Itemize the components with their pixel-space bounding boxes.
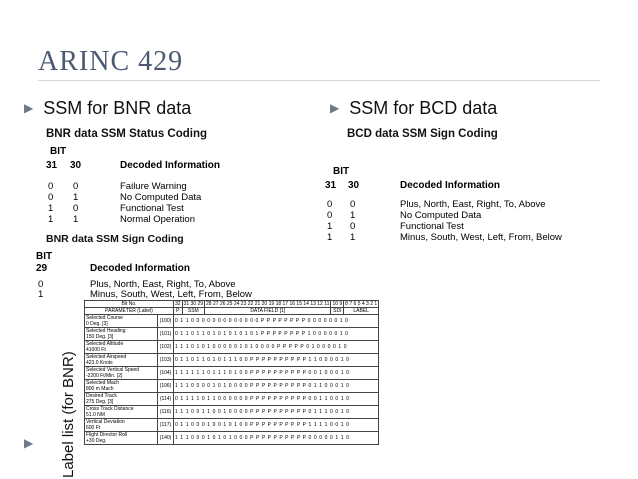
bnr-status-row-1-info: No Computed Data	[120, 192, 202, 203]
bcd-sign-row-3-info: Minus, South, West, Left, From, Below	[400, 232, 562, 243]
bnr-status-row-1-b30: 1	[73, 192, 79, 203]
bullet-arrow-icon: ▶	[24, 436, 34, 450]
param-cell	[85, 367, 158, 380]
bit-number: 25	[226, 301, 233, 307]
param-value: 600 Ft	[86, 425, 101, 431]
table-row	[85, 432, 379, 445]
bullet-arrow-icon: ▶	[330, 101, 340, 115]
param-name: Vertical Deviation	[86, 419, 125, 425]
bit-pattern: 0 1 1 1 1 0 1 1 0 0 0 0 0 0 P P P P P P P P P P 0 0 1 1 0 0 1 0	[174, 393, 379, 406]
bnr-status-heading: BNR data SSM Status Coding	[46, 128, 208, 140]
bnr-sign-row-1-info: Minus, South, West, Left, From, Below	[90, 289, 252, 300]
table-row	[85, 354, 379, 367]
bit-number: 30	[190, 301, 197, 307]
bcd-sign-row-0-info: Plus, North, East, Right, To, Above	[400, 199, 546, 210]
bit-number: 8	[345, 301, 348, 307]
bcd-sign-col-31: 31	[325, 180, 337, 191]
bnr-status-row-2-info: Functional Test	[120, 203, 184, 214]
bit-pattern: 0 1 1 0 0 0 0 0 0 0 0 0 0 0 0 0 P P P P P P P P 0 0 0 0 0 0 1 0	[174, 315, 379, 328]
bit-number-ssm	[182, 301, 204, 308]
bnr-status-row-0-info: Failure Warning	[120, 181, 187, 192]
bullet-bnr	[24, 98, 191, 119]
label-code: (116)	[158, 406, 174, 419]
bit-number: 26	[219, 301, 226, 307]
bnr-sign-heading: BNR data SSM Sign Coding	[46, 233, 184, 245]
bit-number: 29	[197, 301, 204, 307]
bcd-sign-info-header: Decoded Information	[400, 180, 501, 191]
bit-number: 4	[361, 301, 365, 307]
table-bitno-header: Bit No.	[85, 301, 174, 308]
label-code: (106)	[158, 380, 174, 393]
param-name: Selected Airspeed	[86, 354, 127, 360]
bit-number: 32	[175, 301, 181, 307]
label-list-table	[84, 300, 379, 445]
param-cell	[85, 354, 158, 367]
bit-number: 6	[353, 301, 357, 307]
bcd-sign-row-3-b30: 1	[350, 232, 356, 243]
bit-pattern: 0 1 1 0 0 0 1 0 0 1 0 1 0 0 P P P P P P P P P P 1 1 1 1 0 0 1 0	[174, 419, 379, 432]
param-header: PARAMETER (Label)	[85, 308, 174, 315]
bnr-status-row-2-b30: 0	[73, 203, 79, 214]
bnr-status-row-3-b31: 1	[48, 214, 54, 225]
bit-number: 3	[366, 301, 369, 307]
table-row	[85, 406, 379, 419]
table-row	[85, 367, 379, 380]
bit-number: 12	[317, 301, 323, 307]
param-value: 275 Deg. [3]	[86, 399, 114, 405]
bit-pattern: 1 1 1 1 1 1 0 1 1 1 0 1 0 0 P P P P P P P P P P 0 0 1 0 0 0 1 0	[174, 367, 379, 380]
bcd-sign-row-1-info: No Computed Data	[400, 210, 482, 221]
bullet-bcd-text: SSM for BCD data	[349, 98, 498, 118]
bcd-sign-row-3-b31: 1	[327, 232, 333, 243]
bcd-sign-row-0-b30: 0	[350, 199, 356, 210]
param-cell	[85, 419, 158, 432]
bcd-sign-col-30: 30	[348, 180, 360, 191]
bnr-status-row-3-info: Normal Operation	[120, 214, 195, 225]
param-name: Selected Vertical Speed	[86, 367, 140, 373]
param-name: Desired Track	[86, 393, 117, 399]
bnr-status-row-0-b30: 0	[73, 181, 79, 192]
bnr-sign-row-1-b29: 1	[38, 289, 44, 300]
param-name: Selected Altitude	[86, 341, 124, 347]
bnr-sign-info-header: Decoded Information	[90, 263, 191, 274]
param-value: 51.0 NM	[86, 412, 105, 418]
bit-number: 22	[247, 301, 254, 307]
bnr-sign-bit-label: BIT	[36, 251, 53, 262]
label-code: (140)	[158, 432, 174, 445]
bnr-status-bit-label: BIT	[50, 146, 67, 157]
bit-number: 31	[183, 301, 190, 307]
param-cell	[85, 315, 158, 328]
param-value: -2200 Ft/Min. [2]	[86, 373, 123, 379]
table-row	[85, 328, 379, 341]
table-bitno-row	[85, 301, 379, 308]
bit-number-sdi	[331, 301, 344, 308]
bit-pattern: 0 1 1 0 1 1 0 1 0 1 0 1 0 1 0 1 P P P P P P P P 1 0 0 0 0 0 1 0	[174, 328, 379, 341]
bullet-bcd	[330, 98, 497, 119]
label-code: (114)	[158, 393, 174, 406]
bit-number: 14	[303, 301, 309, 307]
bnr-status-row-0-b31: 0	[48, 181, 54, 192]
bit-number: 11	[324, 301, 330, 307]
label-code: (104)	[158, 367, 174, 380]
bnr-status-row-1-b31: 0	[48, 192, 54, 203]
bit-number: 19	[268, 301, 275, 307]
param-name: Flight Director Roll	[86, 432, 128, 438]
bit-number: 21	[254, 301, 261, 307]
bit-pattern: 1 1 1 0 1 0 1 0 0 0 0 0 1 0 1 0 0 0 0 P P P P P 0 1 0 0 0 0 1 0	[174, 341, 379, 354]
bullet-arrow-icon: ▶	[24, 101, 34, 115]
bit-number: 17	[282, 301, 289, 307]
label-code: (100)	[158, 315, 174, 328]
param-name: Selected Course	[86, 315, 123, 321]
bnr-sign-row-0-info: Plus, North, East, Right, To, Above	[90, 279, 236, 290]
label-code: (117)	[158, 419, 174, 432]
bit-number: 27	[212, 301, 219, 307]
bit-number: 7	[349, 301, 353, 307]
table-row	[85, 315, 379, 328]
param-cell	[85, 380, 158, 393]
bullet-bnr-text: SSM for BNR data	[43, 98, 192, 118]
bnr-status-row-2-b31: 1	[48, 203, 54, 214]
bcd-sign-row-1-b30: 1	[350, 210, 356, 221]
bit-number-label	[344, 301, 379, 308]
bit-pattern: 1 1 1 0 0 0 1 0 1 0 1 0 0 0 P P P P P P P P P P 0 0 0 0 0 1 1 0	[174, 432, 379, 445]
title-divider	[38, 80, 600, 81]
label-header: LABEL	[344, 308, 379, 315]
table-row	[85, 380, 379, 393]
param-cell	[85, 393, 158, 406]
bnr-status-row-3-b30: 1	[73, 214, 79, 225]
bit-number: 28	[206, 301, 212, 307]
ssm-header: SSM	[182, 308, 204, 315]
param-name: Selected Mach	[86, 380, 120, 386]
param-value: 423.0 Knots	[86, 360, 113, 366]
param-name: Selected Heading	[86, 328, 126, 334]
bit-number: 9	[339, 301, 343, 307]
param-value: 800 m Mach	[86, 386, 114, 392]
sdi-header: SDI	[331, 308, 344, 315]
data-field-header: DATA FIELD [1]	[205, 308, 331, 315]
bit-number: 15	[296, 301, 302, 307]
bit-number: 10	[332, 301, 338, 307]
p-header: P	[174, 308, 183, 315]
label-code: (101)	[158, 328, 174, 341]
param-name: Cross Track Distance	[86, 406, 134, 412]
bit-number: 13	[310, 301, 316, 307]
bit-number: 24	[233, 301, 240, 307]
label-code: (103)	[158, 354, 174, 367]
bit-number: 16	[289, 301, 296, 307]
table-group-header-row	[85, 308, 379, 315]
bit-number: 18	[275, 301, 282, 307]
bcd-sign-heading: BCD data SSM Sign Coding	[347, 128, 498, 140]
param-value: 150 Deg. [3]	[86, 334, 114, 340]
bnr-status-col-30: 30	[70, 160, 82, 171]
param-cell	[85, 432, 158, 445]
label-code: (102)	[158, 341, 174, 354]
param-value: 0 Deg. [3]	[86, 321, 108, 327]
param-value: +30 Deg.	[86, 438, 107, 444]
bnr-status-col-31: 31	[46, 160, 58, 171]
bit-number: 23	[240, 301, 247, 307]
bnr-sign-row-0-b29: 0	[38, 279, 44, 290]
bit-number-field	[205, 301, 331, 308]
param-cell	[85, 406, 158, 419]
table-row	[85, 341, 379, 354]
bit-pattern: 1 1 1 0 0 0 0 1 0 1 0 0 0 0 P P P P P P P P P P 0 1 1 0 0 0 1 0	[174, 380, 379, 393]
bcd-sign-row-0-b31: 0	[327, 199, 333, 210]
bcd-sign-row-2-b30: 0	[350, 221, 356, 232]
slide-title: ARINC 429	[38, 46, 184, 77]
bit-pattern: 0 1 1 0 1 1 0 1 0 1 1 1 0 0 P P P P P P P P P P 1 1 0 0 0 0 1 0	[174, 354, 379, 367]
bcd-sign-row-2-b31: 1	[327, 221, 333, 232]
param-cell	[85, 328, 158, 341]
label-list-caption: Label list (for BNR)	[60, 351, 77, 478]
param-cell	[85, 341, 158, 354]
bcd-sign-bit-label: BIT	[333, 166, 350, 177]
bcd-sign-row-2-info: Functional Test	[400, 221, 464, 232]
bit-number: 5	[357, 301, 361, 307]
bit-number: 2	[370, 301, 373, 307]
table-row	[85, 393, 379, 406]
bnr-status-info-header: Decoded Information	[120, 160, 221, 171]
bnr-sign-col-29: 29	[36, 263, 48, 274]
param-value: 41000 Ft	[86, 347, 106, 353]
bcd-sign-row-1-b31: 0	[327, 210, 333, 221]
bit-pattern: 1 1 1 0 0 1 1 0 0 1 0 0 0 0 P P P P P P P P P P 0 1 1 1 0 0 1 0	[174, 406, 379, 419]
bit-number: 1	[374, 301, 378, 307]
table-row	[85, 419, 379, 432]
bit-number: 20	[261, 301, 268, 307]
